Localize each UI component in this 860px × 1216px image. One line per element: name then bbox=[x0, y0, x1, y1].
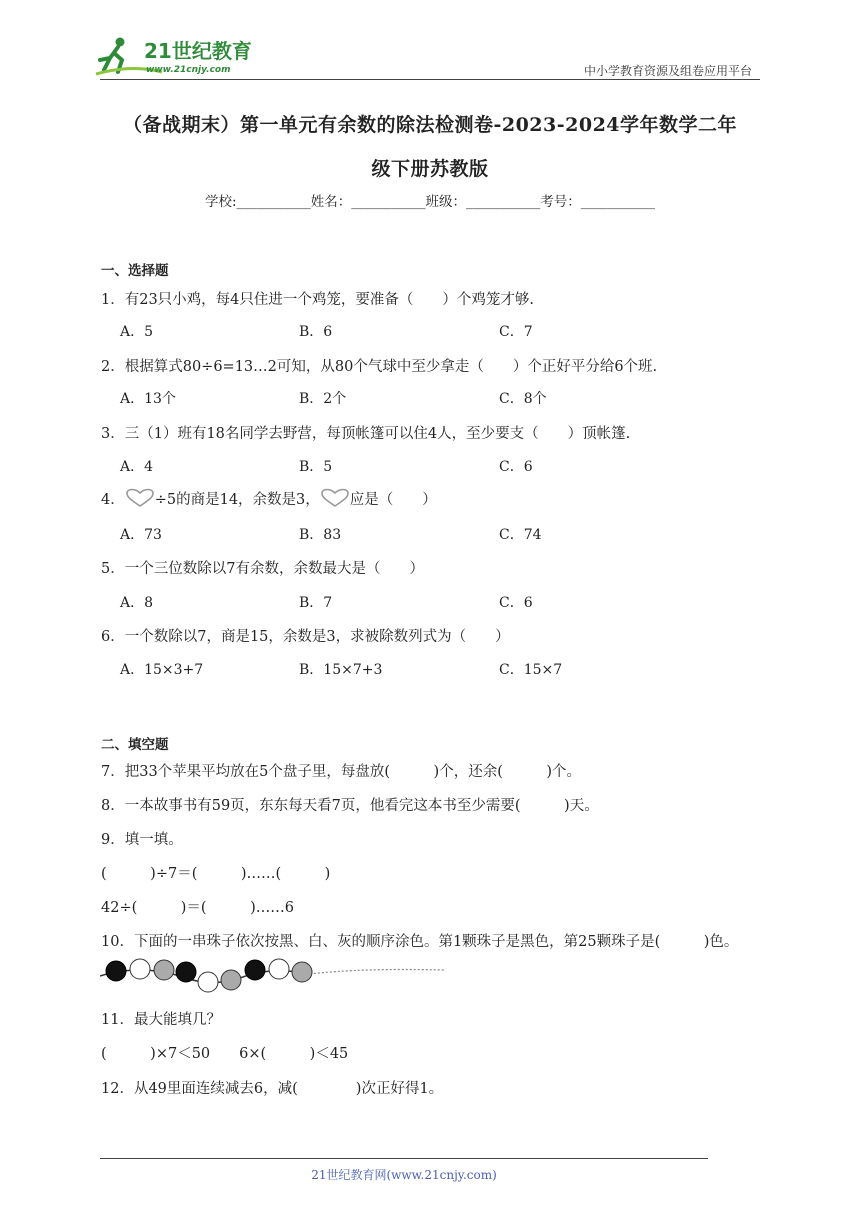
q3-option-c: C．6 bbox=[499, 459, 533, 475]
question-12: 12．从49里面连续减去6，减( )次正好得1。 bbox=[101, 1081, 444, 1097]
question-3: 3．三（1）班有18名同学去野营，每顶帐篷可以住4人，至少要支（ ）顶帐篷. bbox=[101, 426, 631, 442]
q9-line-1: ( )÷7＝( )……( ) bbox=[101, 866, 331, 882]
q4-end: 应是（ ） bbox=[349, 492, 437, 508]
q2-option-a: A．13个 bbox=[120, 391, 176, 407]
bead-gray bbox=[154, 960, 174, 980]
title-line-2: 级下册苏教版 bbox=[371, 158, 489, 180]
bead-white bbox=[269, 959, 289, 979]
question-7: 7．把33个苹果平均放在5个盘子里，每盘放( )个，还余( )个。 bbox=[101, 764, 582, 780]
q4-number: 4． bbox=[101, 492, 125, 508]
q2-option-c: C．8个 bbox=[499, 391, 547, 407]
logo-url: www.21cnjy.com bbox=[146, 65, 231, 75]
bead-white bbox=[130, 959, 150, 979]
title-line-1: （备战期末）第一单元有余数的除法检测卷-2023-2024学年数学二年 bbox=[122, 114, 738, 136]
q6-option-c: C．15×7 bbox=[499, 662, 563, 678]
q6-option-b: B．15×7+3 bbox=[299, 662, 383, 678]
q1-option-c: C．7 bbox=[499, 324, 533, 340]
question-6: 6．一个数除以7，商是15，余数是3，求被除数列式为（ ） bbox=[101, 629, 510, 645]
question-5: 5．一个三位数除以7有余数，余数最大是（ ） bbox=[101, 561, 424, 577]
q1-option-b: B．6 bbox=[299, 324, 333, 340]
q1-option-a: A．5 bbox=[120, 324, 154, 340]
q4-middle: ÷5的商是14，余数是3， bbox=[154, 492, 320, 508]
question-1: 1．有23只小鸡，每4只住进一个鸡笼，要准备（ ）个鸡笼才够. bbox=[101, 292, 535, 308]
q6-option-a: A．15×3+7 bbox=[120, 662, 204, 678]
question-11: 11．最大能填几？ bbox=[101, 1012, 221, 1028]
q11-line: ( )×7＜50 6×( )＜45 bbox=[101, 1046, 349, 1062]
question-2: 2．根据算式80÷6=13…2可知，从80个气球中至少拿走（ ）个正好平分给6个班. bbox=[101, 359, 658, 375]
bead-black bbox=[245, 960, 265, 980]
question-8: 8．一本故事书有59页，东东每天看7页，他看完这本书至少需要( )天。 bbox=[101, 798, 599, 814]
footer-rule bbox=[100, 1158, 708, 1159]
q3-option-b: B．5 bbox=[299, 459, 333, 475]
logo bbox=[92, 34, 272, 78]
bead-black bbox=[106, 961, 126, 981]
q5-option-a: A．8 bbox=[120, 595, 154, 611]
logo-text: 21世纪教育 bbox=[144, 39, 252, 63]
footer-text[interactable]: 21世纪教育网(www.21cnjy.com) bbox=[311, 1168, 497, 1182]
q5-option-c: C．6 bbox=[499, 595, 533, 611]
bead-black bbox=[176, 962, 196, 982]
section-fill-heading: 二、填空题 bbox=[101, 737, 169, 753]
question-4 bbox=[101, 488, 437, 512]
q4-option-a: A．73 bbox=[120, 527, 162, 543]
header-rule bbox=[100, 79, 760, 80]
bead-gray bbox=[221, 970, 241, 990]
section-choice-heading: 一、选择题 bbox=[101, 263, 169, 279]
bead-white bbox=[198, 972, 218, 992]
q5-option-b: B．7 bbox=[299, 595, 333, 611]
question-9: 9．填一填。 bbox=[101, 832, 183, 848]
q4-option-c: C．74 bbox=[499, 527, 542, 543]
student-info-line: 学校:___________姓名：___________班级：___________考号：___________ bbox=[204, 194, 656, 210]
q9-line-2: 42÷( )＝( )……6 bbox=[101, 900, 294, 916]
q4-option-b: B．83 bbox=[299, 527, 342, 543]
q3-option-a: A．4 bbox=[120, 459, 154, 475]
heart-icon bbox=[125, 488, 155, 512]
platform-name: 中小学教育资源及组卷应用平台 bbox=[583, 64, 752, 78]
bead-string-illustration bbox=[100, 956, 445, 996]
bead-gray bbox=[292, 962, 312, 982]
heart-icon bbox=[320, 488, 350, 512]
q2-option-b: B．2个 bbox=[299, 391, 347, 407]
question-10: 10．下面的一串珠子依次按黑、白、灰的顺序涂色。第1颗珠子是黑色，第25颗珠子是( )色。 bbox=[101, 934, 739, 950]
